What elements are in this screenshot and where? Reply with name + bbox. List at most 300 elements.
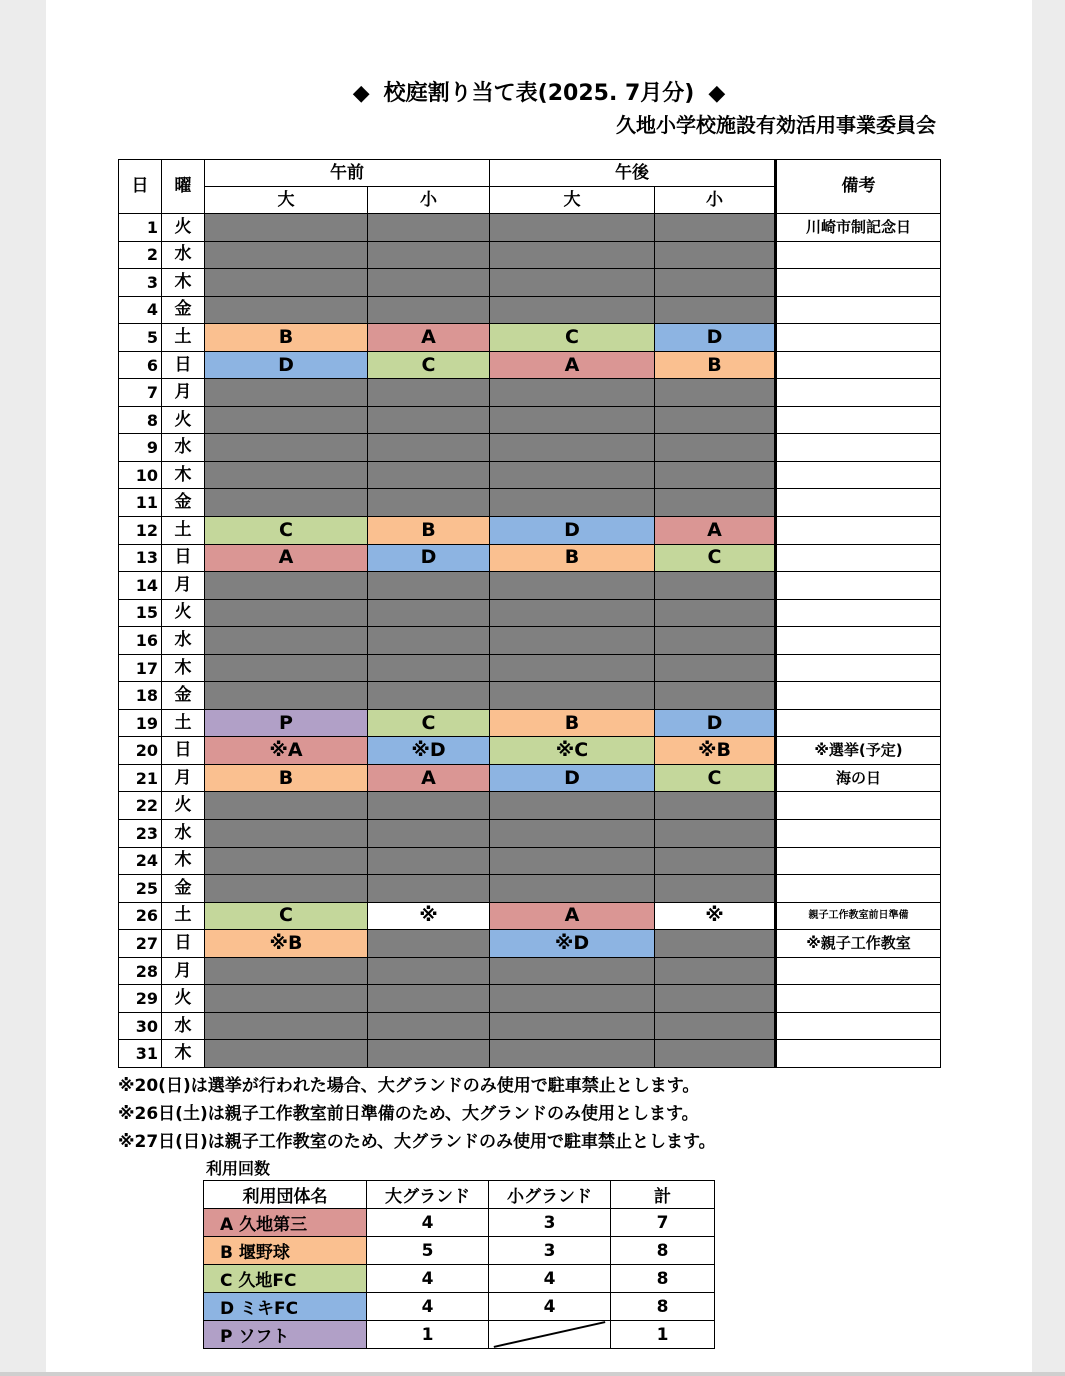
slot-afternoon-large bbox=[490, 241, 655, 269]
diamond-icon: ◆ bbox=[352, 81, 370, 106]
day-row bbox=[119, 1040, 941, 1068]
footnotes bbox=[118, 1072, 716, 1156]
remark bbox=[776, 1012, 941, 1040]
weekday: 金 bbox=[162, 682, 205, 710]
usage-row bbox=[204, 1237, 715, 1265]
slot-morning-small bbox=[368, 985, 490, 1013]
slot-afternoon-large: A bbox=[490, 351, 655, 379]
slot-morning-large bbox=[205, 847, 368, 875]
weekday: 月 bbox=[162, 764, 205, 792]
slot-morning-large bbox=[205, 434, 368, 462]
day-number: 20 bbox=[119, 737, 162, 765]
day-number: 29 bbox=[119, 985, 162, 1013]
day-number: 19 bbox=[119, 709, 162, 737]
day-row bbox=[119, 737, 941, 765]
day-row bbox=[119, 599, 941, 627]
remark bbox=[776, 792, 941, 820]
day-row bbox=[119, 269, 941, 297]
day-row bbox=[119, 930, 941, 958]
day-row bbox=[119, 296, 941, 324]
slot-morning-large bbox=[205, 269, 368, 297]
weekday: 木 bbox=[162, 1040, 205, 1068]
slot-afternoon-large bbox=[490, 820, 655, 848]
slot-morning-small bbox=[368, 875, 490, 903]
day-number: 21 bbox=[119, 764, 162, 792]
document-page bbox=[46, 0, 1032, 1376]
weekday: 月 bbox=[162, 572, 205, 600]
slot-afternoon-large: C bbox=[490, 324, 655, 352]
weekday: 日 bbox=[162, 351, 205, 379]
slot-morning-large: C bbox=[205, 517, 368, 545]
day-number: 22 bbox=[119, 792, 162, 820]
day-row bbox=[119, 985, 941, 1013]
day-row bbox=[119, 351, 941, 379]
remark bbox=[776, 627, 941, 655]
day-row bbox=[119, 902, 941, 930]
slot-afternoon-large bbox=[490, 1012, 655, 1040]
slot-afternoon-small bbox=[655, 627, 776, 655]
weekday: 火 bbox=[162, 214, 205, 242]
slot-morning-large bbox=[205, 957, 368, 985]
slot-morning-small bbox=[368, 434, 490, 462]
day-number: 28 bbox=[119, 957, 162, 985]
slot-afternoon-small: D bbox=[655, 324, 776, 352]
day-number: 10 bbox=[119, 461, 162, 489]
remark bbox=[776, 957, 941, 985]
slot-morning-small: B bbox=[368, 517, 490, 545]
slot-morning-small bbox=[368, 269, 490, 297]
slot-morning-large bbox=[205, 682, 368, 710]
remark bbox=[776, 296, 941, 324]
remark bbox=[776, 1040, 941, 1068]
usage-team-name: B 堰野球 bbox=[204, 1237, 367, 1265]
page-bottom-edge bbox=[0, 1372, 1065, 1376]
slot-afternoon-large bbox=[490, 572, 655, 600]
day-number: 13 bbox=[119, 544, 162, 572]
slot-morning-small bbox=[368, 406, 490, 434]
slot-afternoon-small bbox=[655, 847, 776, 875]
slot-afternoon-small: A bbox=[655, 517, 776, 545]
day-number: 6 bbox=[119, 351, 162, 379]
day-row bbox=[119, 792, 941, 820]
weekday: 木 bbox=[162, 847, 205, 875]
slot-afternoon-large: D bbox=[490, 517, 655, 545]
day-number: 11 bbox=[119, 489, 162, 517]
slot-morning-large bbox=[205, 1012, 368, 1040]
slot-afternoon-large: ※C bbox=[490, 737, 655, 765]
slot-afternoon-small bbox=[655, 461, 776, 489]
slot-morning-small bbox=[368, 572, 490, 600]
day-row bbox=[119, 489, 941, 517]
day-number: 1 bbox=[119, 214, 162, 242]
slot-afternoon-large: B bbox=[490, 544, 655, 572]
day-row bbox=[119, 406, 941, 434]
weekday: 土 bbox=[162, 709, 205, 737]
slot-morning-small bbox=[368, 847, 490, 875]
usage-row bbox=[204, 1265, 715, 1293]
header-afternoon: 午後 bbox=[490, 160, 776, 187]
slot-morning-large: ※A bbox=[205, 737, 368, 765]
weekday: 日 bbox=[162, 737, 205, 765]
remark bbox=[776, 379, 941, 407]
usage-small-count: 3 bbox=[489, 1237, 611, 1265]
day-row bbox=[119, 875, 941, 903]
header-morning-small: 小 bbox=[368, 187, 490, 214]
footnote: ※26日(土)は親子工作教室前日準備のため、大グランドのみ使用とします。 bbox=[118, 1104, 699, 1124]
remark bbox=[776, 875, 941, 903]
slot-afternoon-small: B bbox=[655, 351, 776, 379]
weekday: 月 bbox=[162, 957, 205, 985]
slot-afternoon-small bbox=[655, 434, 776, 462]
usage-not-applicable bbox=[489, 1321, 611, 1349]
remark: ※選挙(予定) bbox=[776, 737, 941, 765]
remark bbox=[776, 599, 941, 627]
remark bbox=[776, 517, 941, 545]
slot-morning-small bbox=[368, 461, 490, 489]
slot-morning-large bbox=[205, 406, 368, 434]
diamond-icon: ◆ bbox=[708, 81, 726, 106]
slot-afternoon-small bbox=[655, 1040, 776, 1068]
day-row bbox=[119, 627, 941, 655]
remark bbox=[776, 461, 941, 489]
slot-morning-large: B bbox=[205, 764, 368, 792]
day-number: 24 bbox=[119, 847, 162, 875]
day-row bbox=[119, 241, 941, 269]
slot-afternoon-small: D bbox=[655, 709, 776, 737]
day-number: 17 bbox=[119, 654, 162, 682]
schedule-table bbox=[118, 159, 941, 1068]
slot-morning-large: B bbox=[205, 324, 368, 352]
remark bbox=[776, 351, 941, 379]
organization-name: 久地小学校施設有効活用事業委員会 bbox=[616, 113, 936, 137]
slot-afternoon-small bbox=[655, 930, 776, 958]
header-morning-large: 大 bbox=[205, 187, 368, 214]
remark bbox=[776, 847, 941, 875]
slot-morning-large bbox=[205, 985, 368, 1013]
slot-afternoon-small: C bbox=[655, 544, 776, 572]
header-afternoon-large: 大 bbox=[490, 187, 655, 214]
day-row bbox=[119, 517, 941, 545]
slot-morning-large: A bbox=[205, 544, 368, 572]
header-day: 日 bbox=[119, 160, 162, 214]
remark bbox=[776, 682, 941, 710]
remark bbox=[776, 654, 941, 682]
slot-morning-small: ※D bbox=[368, 737, 490, 765]
header-remarks: 備考 bbox=[776, 160, 941, 214]
usage-team-name: C 久地FC bbox=[204, 1265, 367, 1293]
slot-afternoon-large bbox=[490, 1040, 655, 1068]
day-row bbox=[119, 654, 941, 682]
remark: 川崎市制記念日 bbox=[776, 214, 941, 242]
slot-afternoon-small bbox=[655, 269, 776, 297]
day-row bbox=[119, 820, 941, 848]
weekday: 火 bbox=[162, 985, 205, 1013]
day-number: 9 bbox=[119, 434, 162, 462]
schedule-body bbox=[119, 214, 941, 1068]
title-text: 校庭割り当て表(2025. 7月分) bbox=[383, 81, 695, 106]
slot-afternoon-large bbox=[490, 434, 655, 462]
day-row bbox=[119, 682, 941, 710]
weekday: 木 bbox=[162, 654, 205, 682]
slot-morning-small bbox=[368, 682, 490, 710]
weekday: 土 bbox=[162, 902, 205, 930]
remark: 海の日 bbox=[776, 764, 941, 792]
slot-morning-small: C bbox=[368, 351, 490, 379]
slot-afternoon-small bbox=[655, 406, 776, 434]
slot-morning-small bbox=[368, 957, 490, 985]
slot-morning-small bbox=[368, 241, 490, 269]
day-row bbox=[119, 1012, 941, 1040]
header-morning: 午前 bbox=[205, 160, 490, 187]
day-number: 23 bbox=[119, 820, 162, 848]
usage-small-count: 3 bbox=[489, 1209, 611, 1237]
day-number: 16 bbox=[119, 627, 162, 655]
weekday: 水 bbox=[162, 1012, 205, 1040]
weekday: 火 bbox=[162, 406, 205, 434]
header-afternoon-small: 小 bbox=[655, 187, 776, 214]
remark bbox=[776, 324, 941, 352]
footnote: ※27日(日)は親子工作教室のため、大グランドのみ使用で駐車禁止とします。 bbox=[118, 1132, 716, 1152]
remark bbox=[776, 241, 941, 269]
day-number: 12 bbox=[119, 517, 162, 545]
slot-afternoon-small bbox=[655, 654, 776, 682]
usage-row bbox=[204, 1293, 715, 1321]
weekday: 月 bbox=[162, 379, 205, 407]
slot-morning-small: D bbox=[368, 544, 490, 572]
usage-large-count: 5 bbox=[367, 1237, 489, 1265]
slot-morning-small: ※ bbox=[368, 902, 490, 930]
remark bbox=[776, 820, 941, 848]
slot-morning-large bbox=[205, 599, 368, 627]
day-number: 15 bbox=[119, 599, 162, 627]
slot-morning-large: ※B bbox=[205, 930, 368, 958]
slot-afternoon-large: B bbox=[490, 709, 655, 737]
slot-afternoon-small bbox=[655, 296, 776, 324]
usage-team-name: D ミキFC bbox=[204, 1293, 367, 1321]
slot-morning-large bbox=[205, 296, 368, 324]
day-row bbox=[119, 957, 941, 985]
slot-morning-small bbox=[368, 627, 490, 655]
slot-afternoon-small bbox=[655, 1012, 776, 1040]
day-number: 8 bbox=[119, 406, 162, 434]
day-number: 7 bbox=[119, 379, 162, 407]
slot-afternoon-large bbox=[490, 599, 655, 627]
day-number: 31 bbox=[119, 1040, 162, 1068]
page-title bbox=[46, 80, 1032, 108]
slot-morning-small bbox=[368, 296, 490, 324]
slot-morning-small: A bbox=[368, 324, 490, 352]
slot-morning-large bbox=[205, 489, 368, 517]
day-row bbox=[119, 544, 941, 572]
slot-morning-small bbox=[368, 930, 490, 958]
day-number: 25 bbox=[119, 875, 162, 903]
slot-morning-large: D bbox=[205, 351, 368, 379]
remark bbox=[776, 434, 941, 462]
slot-afternoon-small bbox=[655, 957, 776, 985]
header-weekday: 曜 bbox=[162, 160, 205, 214]
remark bbox=[776, 489, 941, 517]
slot-morning-small bbox=[368, 214, 490, 242]
usage-small-count: 4 bbox=[489, 1265, 611, 1293]
slot-afternoon-small: ※B bbox=[655, 737, 776, 765]
day-number: 14 bbox=[119, 572, 162, 600]
slot-afternoon-large: A bbox=[490, 902, 655, 930]
day-number: 30 bbox=[119, 1012, 162, 1040]
day-row bbox=[119, 709, 941, 737]
remark bbox=[776, 709, 941, 737]
usage-table-label: 利用回数 bbox=[206, 1159, 271, 1178]
slot-afternoon-large bbox=[490, 957, 655, 985]
slot-morning-large bbox=[205, 654, 368, 682]
weekday: 金 bbox=[162, 875, 205, 903]
usage-total-count: 1 bbox=[611, 1321, 715, 1349]
slot-afternoon-small bbox=[655, 682, 776, 710]
slot-morning-small bbox=[368, 599, 490, 627]
slot-afternoon-large bbox=[490, 682, 655, 710]
day-row bbox=[119, 379, 941, 407]
usage-header-total: 計 bbox=[611, 1181, 715, 1209]
slot-morning-large bbox=[205, 627, 368, 655]
weekday: 日 bbox=[162, 544, 205, 572]
slot-morning-small: C bbox=[368, 709, 490, 737]
weekday: 火 bbox=[162, 599, 205, 627]
slot-afternoon-large bbox=[490, 406, 655, 434]
remark bbox=[776, 406, 941, 434]
remark bbox=[776, 269, 941, 297]
remark: ※親子工作教室 bbox=[776, 930, 941, 958]
slot-afternoon-large bbox=[490, 269, 655, 297]
slot-morning-large bbox=[205, 379, 368, 407]
slot-afternoon-small bbox=[655, 572, 776, 600]
weekday: 金 bbox=[162, 296, 205, 324]
remark bbox=[776, 985, 941, 1013]
slot-afternoon-large bbox=[490, 654, 655, 682]
day-number: 27 bbox=[119, 930, 162, 958]
slot-afternoon-small bbox=[655, 241, 776, 269]
day-row bbox=[119, 847, 941, 875]
slot-afternoon-small bbox=[655, 599, 776, 627]
usage-total-count: 8 bbox=[611, 1265, 715, 1293]
weekday: 木 bbox=[162, 269, 205, 297]
slot-afternoon-small bbox=[655, 214, 776, 242]
slot-afternoon-large bbox=[490, 461, 655, 489]
day-row bbox=[119, 214, 941, 242]
slot-morning-small bbox=[368, 654, 490, 682]
slot-afternoon-large bbox=[490, 379, 655, 407]
usage-small-count: 4 bbox=[489, 1293, 611, 1321]
slot-afternoon-small bbox=[655, 792, 776, 820]
weekday: 土 bbox=[162, 517, 205, 545]
day-row bbox=[119, 461, 941, 489]
slot-morning-small: A bbox=[368, 764, 490, 792]
slot-afternoon-large bbox=[490, 296, 655, 324]
slot-morning-large bbox=[205, 875, 368, 903]
slot-morning-large bbox=[205, 241, 368, 269]
day-number: 4 bbox=[119, 296, 162, 324]
slot-afternoon-large bbox=[490, 627, 655, 655]
slot-afternoon-large bbox=[490, 792, 655, 820]
weekday: 水 bbox=[162, 241, 205, 269]
slot-morning-large: C bbox=[205, 902, 368, 930]
usage-large-count: 1 bbox=[367, 1321, 489, 1349]
weekday: 水 bbox=[162, 434, 205, 462]
day-number: 5 bbox=[119, 324, 162, 352]
usage-total-count: 8 bbox=[611, 1293, 715, 1321]
slot-afternoon-large: D bbox=[490, 764, 655, 792]
remark bbox=[776, 572, 941, 600]
slot-afternoon-large bbox=[490, 489, 655, 517]
weekday: 土 bbox=[162, 324, 205, 352]
usage-large-count: 4 bbox=[367, 1265, 489, 1293]
usage-team-name: P ソフト bbox=[204, 1321, 367, 1349]
usage-header-team: 利用団体名 bbox=[204, 1181, 367, 1209]
usage-total-count: 8 bbox=[611, 1237, 715, 1265]
day-row bbox=[119, 434, 941, 462]
slot-morning-large bbox=[205, 820, 368, 848]
slot-morning-small bbox=[368, 820, 490, 848]
weekday: 木 bbox=[162, 461, 205, 489]
slot-morning-large bbox=[205, 792, 368, 820]
usage-table bbox=[203, 1180, 715, 1349]
slot-morning-small bbox=[368, 1012, 490, 1040]
usage-header-large: 大グランド bbox=[367, 1181, 489, 1209]
slot-morning-large bbox=[205, 214, 368, 242]
day-number: 26 bbox=[119, 902, 162, 930]
usage-team-name: A 久地第三 bbox=[204, 1209, 367, 1237]
day-number: 3 bbox=[119, 269, 162, 297]
footnote: ※20(日)は選挙が行われた場合、大グランドのみ使用で駐車禁止とします。 bbox=[118, 1076, 700, 1096]
usage-row bbox=[204, 1209, 715, 1237]
slot-afternoon-large: ※D bbox=[490, 930, 655, 958]
weekday: 水 bbox=[162, 820, 205, 848]
slot-afternoon-small bbox=[655, 985, 776, 1013]
weekday: 火 bbox=[162, 792, 205, 820]
slot-morning-large bbox=[205, 461, 368, 489]
slot-afternoon-large bbox=[490, 214, 655, 242]
day-number: 2 bbox=[119, 241, 162, 269]
slot-morning-large bbox=[205, 572, 368, 600]
slot-afternoon-large bbox=[490, 847, 655, 875]
slot-afternoon-small: ※ bbox=[655, 902, 776, 930]
usage-total-count: 7 bbox=[611, 1209, 715, 1237]
slot-afternoon-small bbox=[655, 489, 776, 517]
weekday: 日 bbox=[162, 930, 205, 958]
slot-afternoon-small bbox=[655, 379, 776, 407]
day-row bbox=[119, 572, 941, 600]
slot-morning-small bbox=[368, 489, 490, 517]
usage-row bbox=[204, 1321, 715, 1349]
usage-body bbox=[204, 1209, 715, 1349]
usage-header-small: 小グランド bbox=[489, 1181, 611, 1209]
slot-afternoon-large bbox=[490, 985, 655, 1013]
day-row bbox=[119, 324, 941, 352]
slot-morning-small bbox=[368, 1040, 490, 1068]
day-number: 18 bbox=[119, 682, 162, 710]
remark: 親子工作教室前日準備 bbox=[776, 902, 941, 930]
slot-morning-large bbox=[205, 1040, 368, 1068]
slot-afternoon-large bbox=[490, 875, 655, 903]
slot-afternoon-small bbox=[655, 875, 776, 903]
day-row bbox=[119, 764, 941, 792]
slot-afternoon-small bbox=[655, 820, 776, 848]
usage-large-count: 4 bbox=[367, 1209, 489, 1237]
slot-afternoon-small: C bbox=[655, 764, 776, 792]
usage-large-count: 4 bbox=[367, 1293, 489, 1321]
slot-morning-large: P bbox=[205, 709, 368, 737]
remark bbox=[776, 544, 941, 572]
weekday: 金 bbox=[162, 489, 205, 517]
slot-morning-small bbox=[368, 379, 490, 407]
